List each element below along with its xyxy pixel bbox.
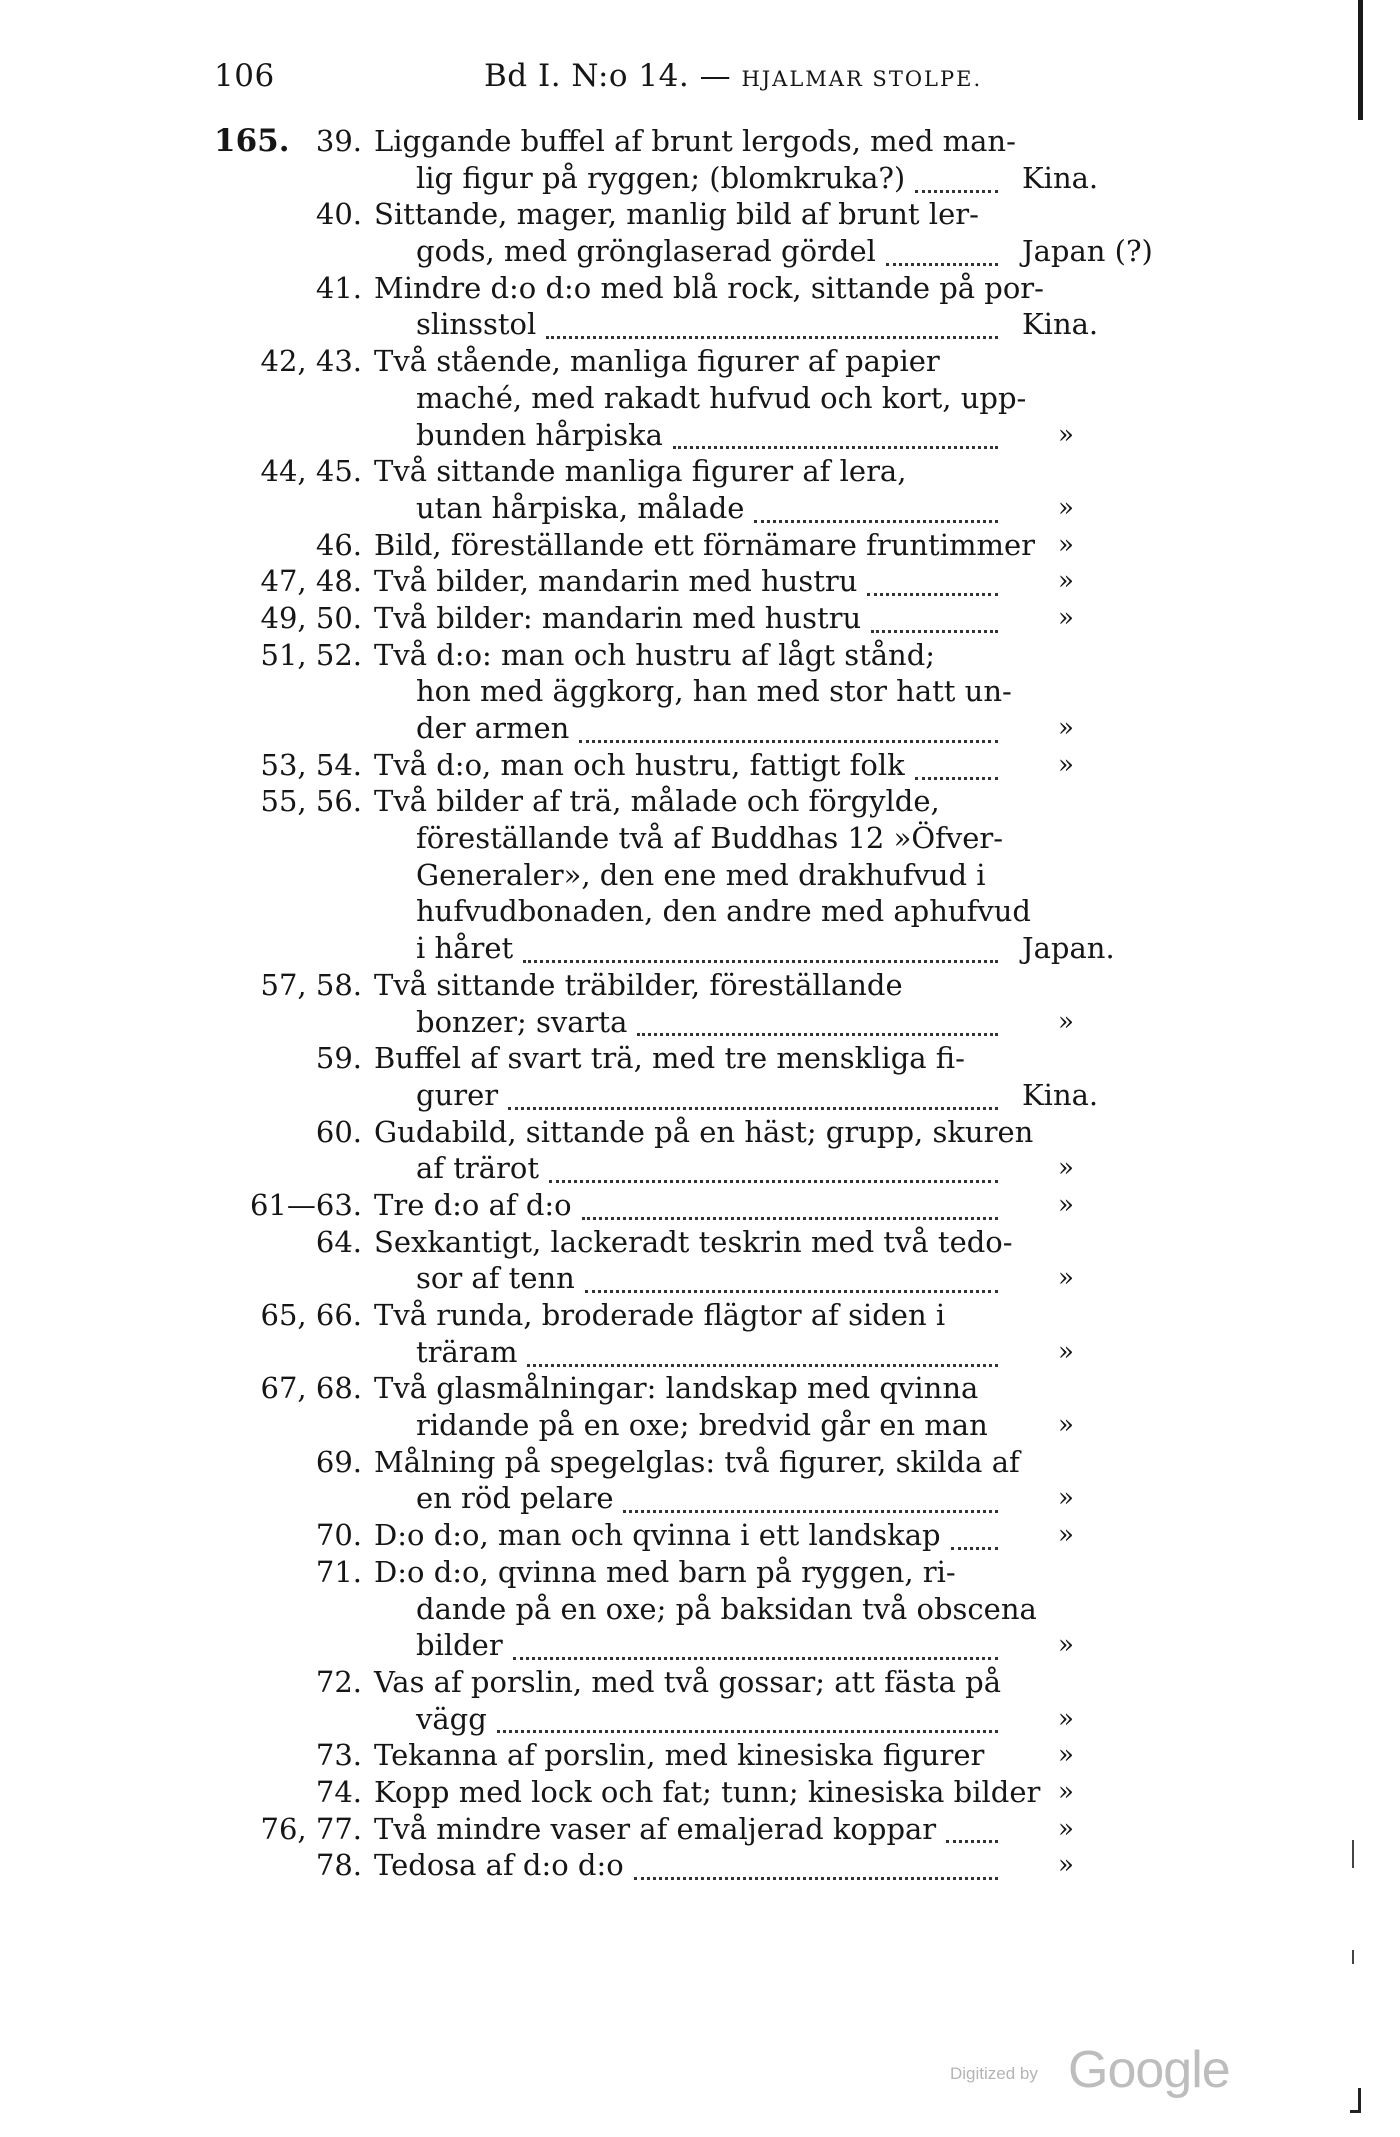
dot-leader — [582, 1207, 998, 1220]
catalogue-entry — [0, 1811, 1400, 1848]
entry-line — [0, 1444, 1400, 1481]
entry-text — [416, 1480, 1006, 1517]
entry-line — [0, 637, 1400, 674]
entry-line — [0, 1701, 1400, 1738]
catalogue-entry — [0, 270, 1400, 343]
entry-text — [416, 490, 1006, 527]
entry-text-content: Två bilder af trä, målade och förgylde, — [374, 784, 940, 819]
dot-leader — [915, 767, 998, 780]
catalogue-entry — [0, 967, 1400, 1040]
entry-text — [416, 1334, 1006, 1371]
entry-number: 39. — [315, 124, 362, 158]
entry-text-content: Buffel af svart trä, med tre menskliga fi- — [374, 1041, 965, 1076]
entry-text — [374, 1847, 1006, 1884]
entry-line — [0, 1664, 1400, 1701]
dot-leader — [527, 1354, 998, 1367]
entry-line — [0, 1554, 1400, 1591]
entry-origin: » — [1058, 1189, 1074, 1220]
entry-line — [0, 710, 1400, 747]
entry-line — [0, 1334, 1400, 1371]
dot-leader — [513, 1647, 998, 1660]
entry-text-content: der armen — [416, 711, 570, 745]
entry-text-content: gurer — [416, 1077, 499, 1112]
entry-origin: » — [1058, 1740, 1074, 1771]
entry-origin: » — [1058, 529, 1074, 560]
entry-text — [416, 1701, 1006, 1738]
entry-origin: » — [1058, 1703, 1074, 1734]
entry-text-content: bonzer; svarta — [416, 1004, 628, 1039]
entry-line — [0, 343, 1400, 380]
entry-text — [416, 1260, 1006, 1297]
running-title — [484, 58, 982, 94]
entry-origin: » — [1058, 1630, 1074, 1661]
entry-text-content: hon med äggkorg, han med stor hatt un- — [416, 674, 1012, 709]
entry-number: 76, 77. — [260, 1811, 362, 1846]
scan-edge-rule — [1358, 0, 1363, 120]
entry-text — [374, 600, 1006, 637]
entry-line — [0, 1370, 1400, 1407]
entry-number: 51, 52. — [260, 637, 362, 672]
entry-origin: » — [1058, 492, 1074, 523]
entry-text — [374, 1737, 1006, 1774]
dot-leader — [946, 1830, 998, 1843]
entry-origin: Kina. — [1022, 160, 1099, 195]
entry-text — [374, 1811, 1006, 1848]
entry-text-content: vägg — [416, 1701, 487, 1736]
entry-number: 42, 43. — [260, 344, 362, 379]
entry-text-content: ridande på en oxe; bredvid går en man — [416, 1408, 988, 1443]
catalogue-entry — [0, 1114, 1400, 1187]
entry-number: 60. — [315, 1114, 362, 1149]
entry-number: 44, 45. — [260, 454, 362, 489]
entry-line — [0, 1847, 1400, 1884]
entry-line — [0, 1297, 1400, 1334]
dot-leader — [508, 1097, 998, 1110]
entry-text-content: bunden hårpiska — [416, 417, 663, 452]
entry-line — [0, 893, 1400, 930]
entry-line — [0, 563, 1400, 600]
entry-text — [374, 1664, 1006, 1701]
entry-line — [0, 1224, 1400, 1261]
scan-corner-mark — [1358, 2088, 1361, 2113]
entry-text-content: Två glasmålningar: landskap med qvinna — [374, 1371, 979, 1406]
entry-number: 67, 68. — [260, 1371, 362, 1406]
entry-line — [0, 1040, 1400, 1077]
entry-origin: » — [1058, 1520, 1074, 1551]
entry-origin: » — [1058, 1850, 1074, 1881]
entry-line — [0, 1811, 1400, 1848]
catalogue-entry — [0, 1040, 1400, 1113]
entry-number: 78. — [315, 1848, 362, 1883]
entry-number: 74. — [315, 1774, 362, 1809]
entry-number: 71. — [315, 1554, 362, 1589]
entry-origin: » — [1058, 1006, 1074, 1037]
catalogue-list — [0, 123, 1400, 1884]
entry-origin: Kina. — [1022, 1077, 1099, 1112]
dot-leader — [549, 1170, 998, 1183]
page-number: 106 — [214, 58, 275, 94]
entry-text-content: Två mindre vaser af emaljerad koppar — [374, 1811, 937, 1846]
dot-leader — [634, 1867, 998, 1880]
entry-text — [416, 1627, 1006, 1664]
dot-leader — [886, 253, 998, 266]
entry-number: 47, 48. — [260, 564, 362, 599]
entry-text-content: hufvudbonaden, den andre med aphufvud — [416, 894, 1031, 929]
entry-line — [0, 967, 1400, 1004]
entry-number: 59. — [315, 1041, 362, 1076]
entry-origin: » — [1058, 1263, 1074, 1294]
entry-line — [0, 306, 1400, 343]
catalogue-entry — [0, 1664, 1400, 1737]
entry-line — [0, 1187, 1400, 1224]
dot-leader — [637, 1023, 998, 1036]
entry-text — [374, 1040, 1006, 1077]
entry-text — [416, 930, 1006, 967]
entry-text-content: lig figur på ryggen; (blomkruka?) — [416, 160, 906, 195]
catalogue-entry — [0, 1847, 1400, 1884]
entry-line — [0, 783, 1400, 820]
entry-text-content: gods, med grönglaserad gördel — [416, 234, 876, 269]
entry-text — [374, 1187, 1006, 1224]
entry-text — [374, 527, 1036, 564]
entry-line — [0, 1517, 1400, 1554]
entry-text — [416, 306, 1006, 343]
entry-text-content: D:o d:o, qvinna med barn på ryggen, ri- — [374, 1554, 956, 1589]
entry-text — [416, 1407, 1006, 1444]
entry-origin: » — [1058, 1153, 1074, 1184]
entry-text-content: Målning på spegelglas: två figurer, skilda af — [374, 1444, 1020, 1479]
entry-text — [374, 637, 1006, 674]
entry-number: 72. — [315, 1664, 362, 1699]
entry-text — [416, 1004, 1006, 1041]
entry-line — [0, 1737, 1400, 1774]
entry-text-content: af trärot — [416, 1151, 540, 1186]
entry-text — [416, 710, 1006, 747]
entry-line — [0, 930, 1400, 967]
dot-leader — [915, 180, 998, 193]
entry-text — [416, 857, 1006, 894]
entry-line — [0, 160, 1400, 197]
entry-line — [0, 490, 1400, 527]
entry-origin: » — [1058, 749, 1074, 780]
scan-speck — [1352, 1950, 1354, 1964]
entry-origin: Kina. — [1022, 307, 1099, 342]
dot-leader — [871, 620, 998, 633]
entry-number: 46. — [315, 527, 362, 562]
entry-text — [374, 747, 1006, 784]
entry-text-content: Sittande, mager, manlig bild af brunt ler- — [374, 197, 979, 232]
entry-text-content: Mindre d:o d:o med blå rock, sittande på por- — [374, 270, 1044, 305]
catalogue-entry — [0, 563, 1400, 600]
entry-text — [416, 820, 1006, 857]
entry-line — [0, 1004, 1400, 1041]
catalogue-entry — [0, 527, 1400, 564]
catalogue-entry — [0, 1554, 1400, 1664]
entry-number: 41. — [315, 270, 362, 305]
entry-line — [0, 1260, 1400, 1297]
volume-label: Bd I. N:o 14. — — [484, 58, 732, 94]
catalogue-entry — [0, 600, 1400, 637]
catalogue-entry — [0, 123, 1400, 196]
entry-origin: Japan (?) — [1022, 234, 1153, 269]
entry-line — [0, 380, 1400, 417]
entry-text — [416, 1150, 1006, 1187]
entry-text-content: utan hårpiska, målade — [416, 490, 745, 525]
entry-text-content: D:o d:o, man och qvinna i ett landskap — [374, 1518, 941, 1553]
entry-text — [374, 270, 1044, 307]
entry-origin: » — [1058, 566, 1074, 597]
dot-leader — [546, 326, 998, 339]
entry-line — [0, 857, 1400, 894]
catalogue-entry — [0, 196, 1400, 269]
entry-line — [0, 1480, 1400, 1517]
entry-text — [416, 1077, 1006, 1114]
entry-text-content: Generaler», den ene med drakhufvud i — [416, 857, 986, 892]
catalogue-entry — [0, 783, 1400, 966]
entry-number: 61—63. — [249, 1187, 362, 1222]
entry-text-content: Två bilder, mandarin med hustru — [374, 564, 858, 599]
catalogue-entry — [0, 453, 1400, 526]
entry-number: 73. — [315, 1738, 362, 1773]
entry-text-content: Tedosa af d:o d:o — [374, 1848, 624, 1883]
entry-line — [0, 1114, 1400, 1151]
author-name: HJALMAR STOLPE. — [741, 67, 983, 91]
entry-text — [374, 1370, 1006, 1407]
entry-origin: » — [1058, 1410, 1074, 1441]
entry-line — [0, 233, 1400, 270]
digitization-footer — [950, 2040, 1250, 2100]
entry-text-content: i håret — [416, 931, 514, 966]
entry-line — [0, 600, 1400, 637]
entry-text — [416, 233, 1006, 270]
catalogue-entry — [0, 343, 1400, 453]
entry-text — [416, 380, 1027, 417]
dot-leader — [623, 1500, 998, 1513]
catalogue-entry — [0, 1444, 1400, 1517]
catalogue-entry — [0, 637, 1400, 747]
catalogue-entry — [0, 1370, 1400, 1443]
entry-text-content: föreställande två af Buddhas 12 »Öfver- — [416, 821, 1004, 856]
entry-line — [0, 1774, 1400, 1811]
entry-text — [374, 1554, 1006, 1591]
entry-line — [0, 453, 1400, 490]
entry-text-content: Vas af porslin, med två gossar; att fästa på — [374, 1664, 1001, 1699]
entry-text-content: Bild, föreställande ett förnämare fruntimmer — [374, 527, 1036, 562]
entry-number: 53, 54. — [260, 747, 362, 782]
entry-text-content: Tekanna af porslin, med kinesiska figurer — [374, 1738, 985, 1773]
entry-text-content: Sexkantigt, lackeradt teskrin med två tedo- — [374, 1224, 1013, 1259]
entry-text-content: Två d:o, man och hustru, fattigt folk — [374, 747, 905, 782]
dot-leader — [585, 1280, 998, 1293]
entry-text-content: Två sittande manliga figurer af lera, — [374, 454, 907, 489]
catalogue-entry — [0, 1737, 1400, 1774]
entry-text — [374, 343, 1006, 380]
entry-text — [374, 123, 1016, 160]
entry-text-content: maché, med rakadt hufvud och kort, upp- — [416, 380, 1027, 415]
entry-text — [374, 1444, 1020, 1481]
entry-text-content: Två d:o: man och hustru af lågt stånd; — [374, 637, 936, 672]
entry-text-content: sor af tenn — [416, 1261, 575, 1296]
entry-text-content: dande på en oxe; på baksidan två obscena — [416, 1591, 1037, 1626]
entry-origin: » — [1058, 1776, 1074, 1807]
entry-number: 57, 58. — [260, 967, 362, 1002]
entry-text — [374, 453, 1006, 490]
entry-line — [0, 417, 1400, 454]
entry-origin: » — [1058, 713, 1074, 743]
entry-text-content: Två runda, broderade flägtor af siden i — [374, 1298, 946, 1332]
entry-line — [0, 1407, 1400, 1444]
entry-line — [0, 1077, 1400, 1114]
entry-text — [374, 1517, 1006, 1554]
entry-text — [374, 563, 1006, 600]
entry-line — [0, 673, 1400, 710]
entry-text-content: slinsstol — [416, 307, 537, 342]
entry-line — [0, 527, 1400, 564]
entry-line — [0, 270, 1400, 307]
dot-leader — [523, 950, 998, 963]
entry-text — [374, 967, 1006, 1004]
section-number: 165. — [214, 123, 290, 159]
entry-text — [374, 1774, 1041, 1811]
page-header — [214, 58, 1034, 98]
entry-origin: Japan. — [1022, 931, 1115, 966]
entry-text-content: Två sittande träbilder, föreställande — [374, 967, 903, 1002]
entry-text-content: en röd pelare — [416, 1481, 614, 1516]
entry-origin: » — [1058, 419, 1074, 450]
entry-text — [374, 1297, 1006, 1334]
entry-text — [374, 1114, 1034, 1151]
dot-leader — [754, 510, 998, 523]
entry-text — [374, 1224, 1013, 1261]
entry-number: 65, 66. — [260, 1298, 362, 1332]
entry-text-content: Gudabild, sittande på en häst; grupp, skuren — [374, 1114, 1034, 1149]
entry-line — [0, 747, 1400, 784]
catalogue-entry — [0, 1774, 1400, 1811]
dot-leader — [497, 1720, 998, 1733]
entry-text-content: Liggande buffel af brunt lergods, med man- — [374, 124, 1016, 158]
entry-number: 40. — [315, 197, 362, 232]
catalogue-entry — [0, 1224, 1400, 1297]
entry-line — [0, 1591, 1400, 1628]
entry-line — [0, 123, 1400, 160]
entry-text — [374, 783, 1006, 820]
entry-text-content: Tre d:o af d:o — [374, 1187, 572, 1222]
entry-number: 69. — [315, 1444, 362, 1479]
catalogue-entry — [0, 1517, 1400, 1554]
entry-number: 64. — [315, 1224, 362, 1259]
dot-leader — [951, 1537, 998, 1550]
entry-line — [0, 1150, 1400, 1187]
google-logo: Google — [1068, 2041, 1230, 2099]
entry-text-content: Två bilder: mandarin med hustru — [374, 600, 862, 635]
catalogue-entry — [0, 1297, 1400, 1370]
entry-text-content: bilder — [416, 1628, 503, 1663]
entry-text-content: träram — [416, 1334, 518, 1369]
entry-text — [416, 160, 1006, 197]
entry-text — [416, 673, 1012, 710]
entry-text — [416, 417, 1006, 454]
entry-line — [0, 1627, 1400, 1664]
entry-number: 70. — [315, 1518, 362, 1553]
dot-leader — [673, 436, 998, 449]
entry-text — [416, 893, 1031, 930]
entry-number: 55, 56. — [260, 784, 362, 819]
dot-leader — [579, 730, 998, 743]
catalogue-entry — [0, 1187, 1400, 1224]
catalogue-entry — [0, 747, 1400, 784]
entry-origin: » — [1058, 602, 1074, 633]
dot-leader — [867, 583, 998, 596]
entry-text-content: Två stående, manliga figurer af papier — [374, 344, 940, 379]
entry-origin: » — [1058, 1813, 1074, 1844]
entry-text-content: Kopp med lock och fat; tunn; kinesiska bilder — [374, 1774, 1041, 1809]
entry-origin: » — [1058, 1336, 1074, 1367]
digitized-by-label: Digitized by — [950, 2064, 1038, 2083]
entry-line — [0, 820, 1400, 857]
entry-text — [416, 1591, 1037, 1628]
entry-line — [0, 196, 1400, 233]
entry-text — [374, 196, 1006, 233]
entry-origin: » — [1058, 1483, 1074, 1514]
entry-number: 49, 50. — [260, 600, 362, 635]
